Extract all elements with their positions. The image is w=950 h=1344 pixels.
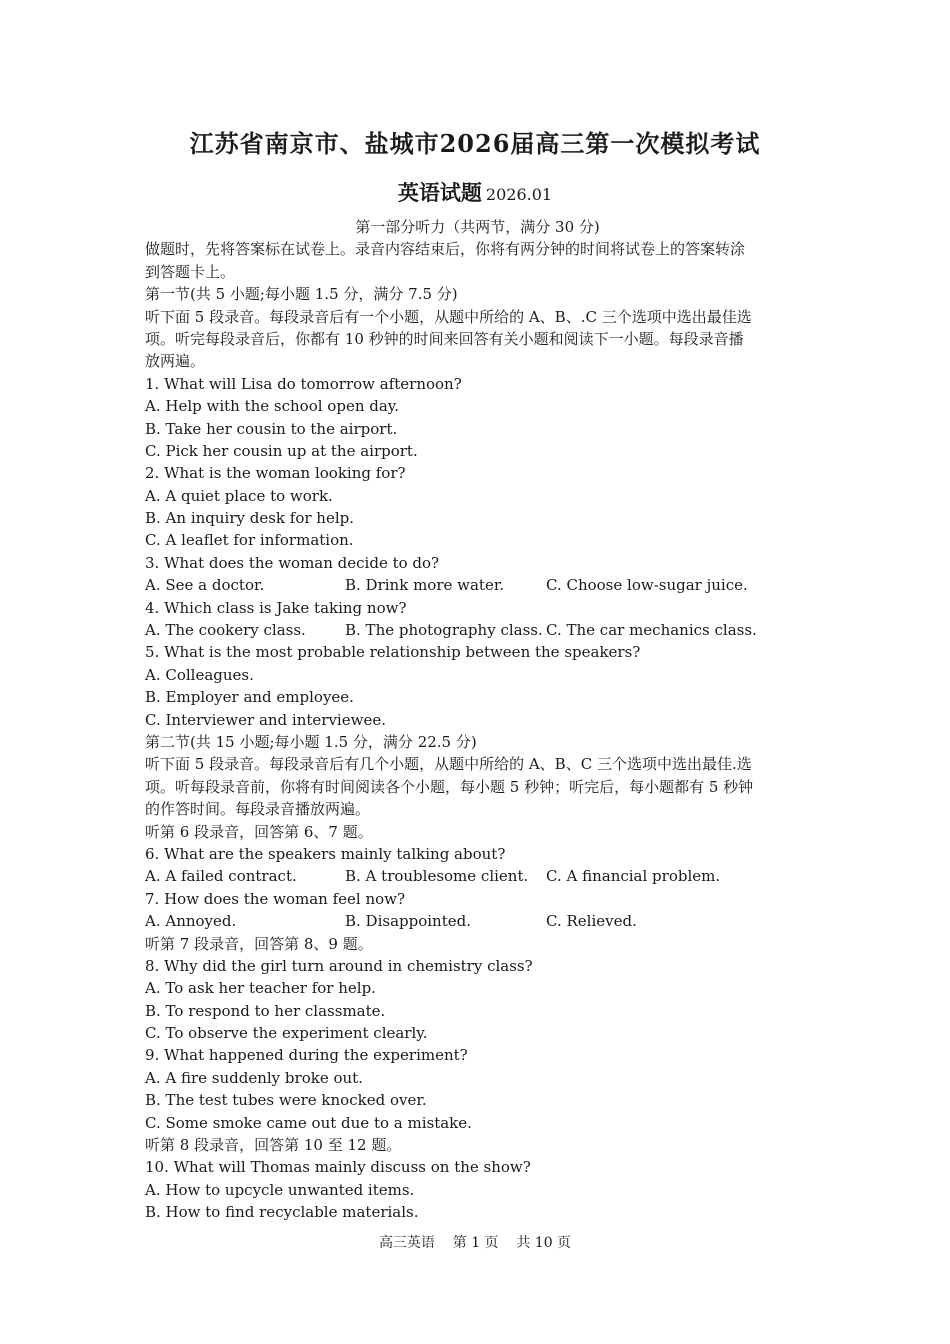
question-3-option-b: B. Drink more water. xyxy=(345,576,505,595)
exam-body xyxy=(145,216,810,1224)
question-7-option-c: C. Relieved. xyxy=(546,912,637,931)
section1-instr-line-1: 听下面 5 段录音。每段录音后有一个小题，从题中所给的 A、B、.C 三个选项中选出最佳选 xyxy=(145,307,752,326)
question-4-option-a: A. The cookery class. xyxy=(145,621,306,640)
question-6-options xyxy=(145,865,810,887)
question-2-option-a: A. A quiet place to work. xyxy=(145,486,333,505)
page-footer: 高三英语 第 1 页 共 10 页 xyxy=(378,1235,572,1251)
question-1-stem: 1. What will Lisa do tomorrow afternoon? xyxy=(145,374,462,393)
question-5-option-c: C. Interviewer and interviewee. xyxy=(145,710,386,729)
section1-heading: 第一节(共 5 小题;每小题 1.5 分，满分 7.5 分) xyxy=(145,285,458,304)
dialog-6-instruction: 听第 6 段录音，回答第 6、7 题。 xyxy=(145,822,373,841)
question-3-options xyxy=(145,574,810,596)
exam-date: 2026.01 xyxy=(485,185,553,204)
question-2-option-c: C. A leaflet for information. xyxy=(145,531,354,550)
question-5-option-a: A. Colleagues. xyxy=(145,665,254,684)
question-6-option-b: B. A troublesome client. xyxy=(345,867,529,886)
question-1-option-c: C. Pick her cousin up at the airport. xyxy=(145,441,418,460)
question-10-stem: 10. What will Thomas mainly discuss on the show? xyxy=(145,1158,531,1177)
question-8-option-b: B. To respond to her classmate. xyxy=(145,1001,386,1020)
question-1-option-a: A. Help with the school open day. xyxy=(145,397,400,416)
question-4-stem: 4. Which class is Jake taking now? xyxy=(145,598,407,617)
question-3-option-a: A. See a doctor. xyxy=(145,576,265,595)
question-4-options xyxy=(145,619,810,641)
part1-intro-line-1: 做题时，先将答案标在试卷上。录音内容结束后，你将有两分钟的时间将试卷上的答案转涂 xyxy=(145,240,746,259)
question-9-option-b: B. The test tubes were knocked over. xyxy=(145,1091,427,1110)
question-8-option-a: A. To ask her teacher for help. xyxy=(145,979,376,998)
section2-instr-line-2: 项。听每段录音前，你将有时间阅读各个小题，每小题 5 秒钟；听完后，每小题都有 5 秒钟 xyxy=(145,777,754,796)
dialog-7-instruction: 听第 7 段录音，回答第 8、9 题。 xyxy=(145,934,373,953)
question-7-option-a: A. Annoyed. xyxy=(145,912,237,931)
question-1-option-b: B. Take her cousin to the airport. xyxy=(145,419,398,438)
question-9-option-a: A. A fire suddenly broke out. xyxy=(145,1068,363,1087)
part1-heading: 第一部分听力（共两节，满分 30 分) xyxy=(355,218,600,236)
question-6-option-c: C. A financial problem. xyxy=(546,867,721,886)
question-4-option-b: B. The photography class. xyxy=(345,621,543,640)
question-5-stem: 5. What is the most probable relationship between the speakers? xyxy=(145,643,641,662)
question-10-option-b: B. How to find recyclable materials. xyxy=(145,1203,419,1222)
section1-instr-line-2: 项。听完每段录音后，你都有 10 秒钟的时间来回答有关小题和阅读下一小题。每段录音播 xyxy=(145,329,744,348)
question-3-stem: 3. What does the woman decide to do? xyxy=(145,553,440,572)
question-8-stem: 8. Why did the girl turn around in chemistry class? xyxy=(145,956,533,975)
part1-intro-line-2: 到答题卡上。 xyxy=(145,262,236,281)
dialog-8-instruction: 听第 8 段录音，回答第 10 至 12 题。 xyxy=(145,1136,402,1155)
question-9-stem: 9. What happened during the experiment? xyxy=(145,1046,468,1065)
exam-title: 江苏省南京市、盐城市2026届高三第一次模拟考试 xyxy=(189,129,761,158)
question-9-option-c: C. Some smoke came out due to a mistake. xyxy=(145,1113,472,1132)
question-7-option-b: B. Disappointed. xyxy=(345,912,471,931)
question-7-stem: 7. How does the woman feel now? xyxy=(145,889,406,908)
question-4-option-c: C. The car mechanics class. xyxy=(546,621,757,640)
subject-title: 英语试题 xyxy=(397,180,482,205)
question-8-option-c: C. To observe the experiment clearly. xyxy=(145,1024,428,1043)
question-2-option-b: B. An inquiry desk for help. xyxy=(145,509,355,528)
question-3-option-c: C. Choose low-sugar juice. xyxy=(546,576,748,595)
question-7-options xyxy=(145,910,810,932)
section2-instr-line-3: 的作答时间。每段录音播放两遍。 xyxy=(145,800,371,819)
section1-instr-line-3: 放两遍。 xyxy=(145,352,206,371)
section2-heading: 第二节(共 15 小题;每小题 1.5 分，满分 22.5 分) xyxy=(145,732,477,751)
question-2-stem: 2. What is the woman looking for? xyxy=(145,464,406,483)
question-10-option-a: A. How to upcycle unwanted items. xyxy=(145,1180,415,1199)
question-6-option-a: A. A failed contract. xyxy=(145,867,297,886)
question-5-option-b: B. Employer and employee. xyxy=(145,688,354,707)
exam-subtitle xyxy=(0,177,950,207)
question-6-stem: 6. What are the speakers mainly talking about? xyxy=(145,844,506,863)
section2-instr-line-1: 听下面 5 段录音。每段录音后有几个小题，从题中所给的 A、B、C 三个选项中选出最佳.选 xyxy=(145,755,752,774)
